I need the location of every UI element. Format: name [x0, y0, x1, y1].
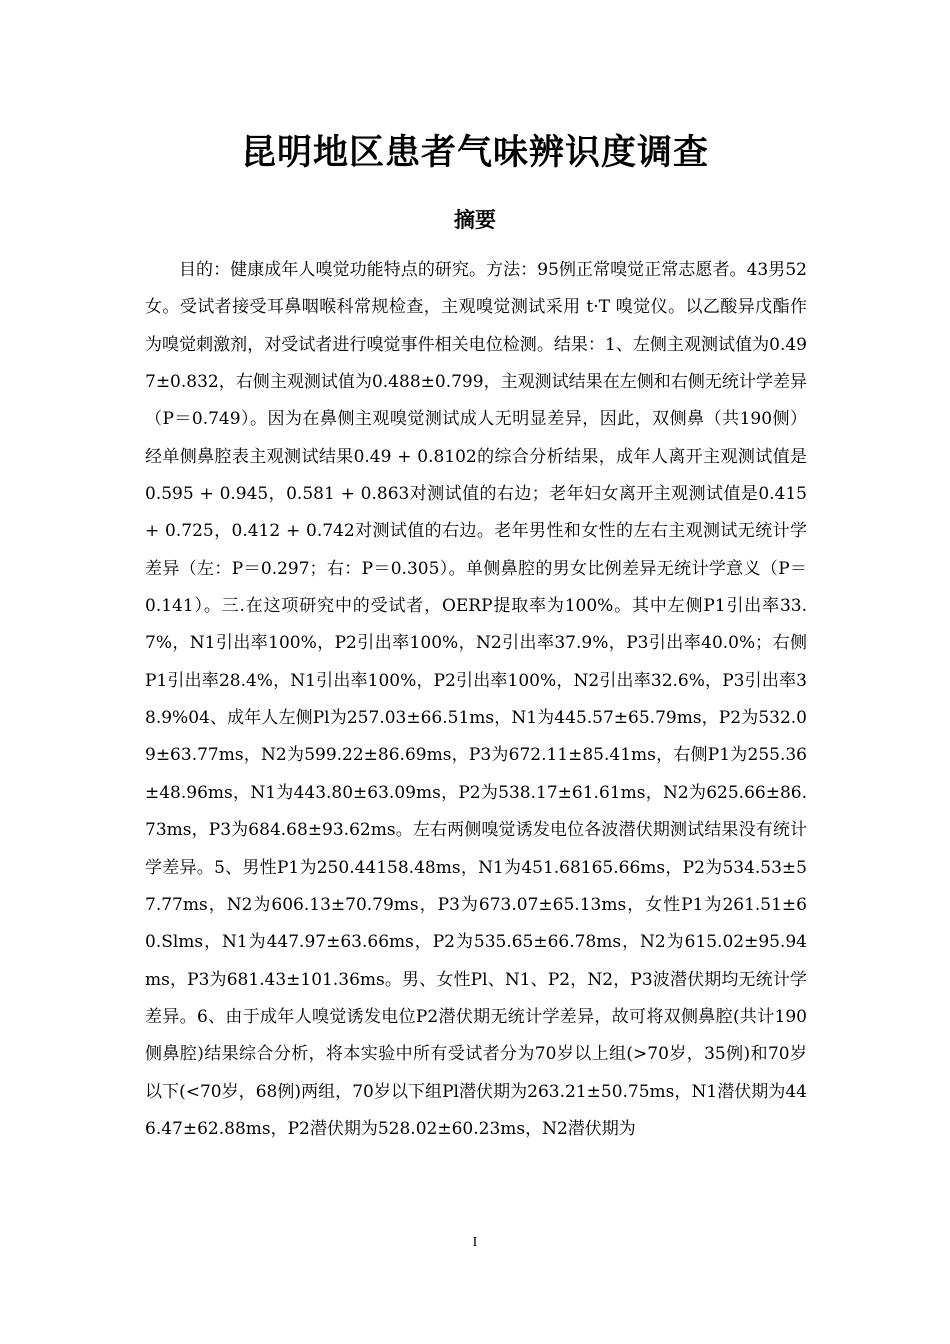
abstract-paragraph: 目的：健康成年人嗅觉功能特点的研究。方法：95例正常嗅觉正常志愿者。43男52女。受试者接受耳鼻咽喉科常规检查，主观嗅觉测试采用 t·T 嗅觉仪。以乙酸异戊酯作为嗅觉刺激剂，对受试者进行嗅觉事件相关电位检测。结果：1、左侧主观测试值为0.497±0.832，右侧主观测试值为0.488±0.799，主观测试结果在左侧和右侧无统计学差异（P＝0.749）。因为在鼻侧主观嗅觉测试成人无明显差异，因此，双侧鼻（共190侧）经单侧鼻腔表主观测试结果0.49 + 0.8102的综合分析结果，成年人离开主观测试值是0.595 + 0.945，0.581 + 0.863对测试值的右边；老年妇女离开主观测试值是0.415 + 0.725，0.412 + 0.742对测试值的右边。老年男性和女性的左右主观测试无统计学差异（左：P＝0.297；右：P＝0.305）。单侧鼻腔的男女比例差异无统计学意义（P＝0.141）。三.在这项研究中的受试者，OERP提取率为100%。其中左侧P1引出率33.7%，N1引出率100%，P2引出率100%，N2引出率37.9%，P3引出率40.0%；右侧P1引出率28.4%，N1引出率100%，P2引出率100%，N2引出率32.6%，P3引出率38.9%04、成年人左侧Pl为257.03±66.51ms，N1为445.57±65.79ms，P2为532.09±63.77ms，N2为599.22±86.69ms，P3为672.11±85.41ms，右侧P1为255.36±48.96ms，N1为443.80±63.09ms，P2为538.17±61.61ms，N2为625.66±86.73ms，P3为684.68±93.62ms。左右两侧嗅觉诱发电位各波潜伏期测试结果没有统计学差异。5、男性P1为250.44158.48ms，N1为451.68165.66ms，P2为534.53±57.77ms，N2为606.13±70.79ms，P3为673.07±65.13ms，女性P1为261.51±60.Slms，N1为447.97±63.66ms，P2为535.65±66.78ms，N2为615.02±95.94ms，P3为681.43±101.36ms。男、女性Pl、N1、P2，N2，P3波潜伏期均无统计学差异。6、由于成年人嗅觉诱发电位P2潜伏期无统计学差异，故可将双侧鼻腔(共计190侧鼻腔)结果综合分析，将本实验中所有受试者分为70岁以上组(>70岁，35例)和70岁以下(<70岁，68例)两组，70岁以下组Pl潜伏期为263.21±50.75ms，N1潜伏期为446.47±62.88ms，P2潜伏期为528.02±60.23ms，N2潜伏期为	[145, 260, 807, 1139]
page-number: I	[472, 1235, 478, 1250]
abstract-heading: 摘要	[454, 207, 496, 232]
document-title: 昆明地区患者气味辨识度调查	[240, 132, 709, 173]
